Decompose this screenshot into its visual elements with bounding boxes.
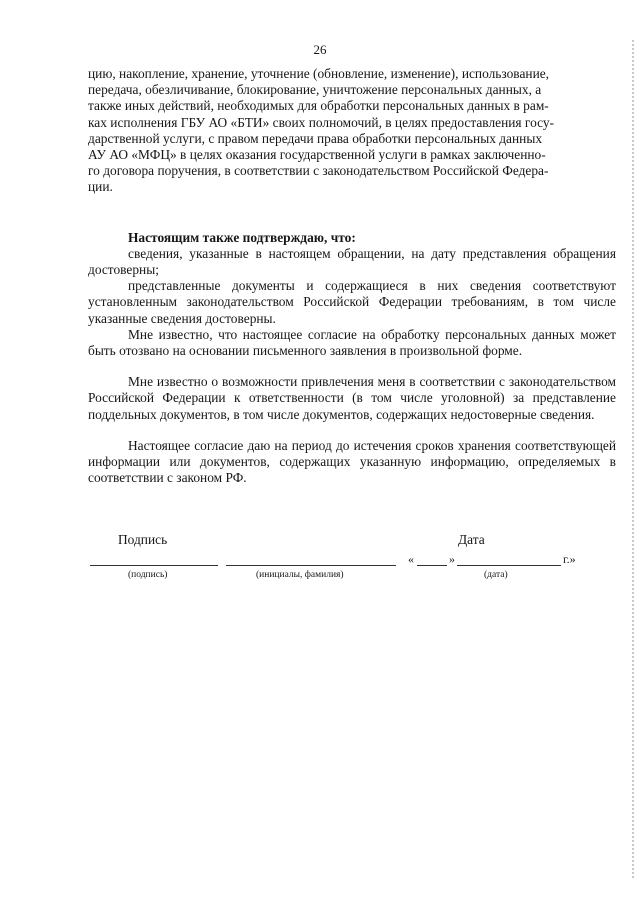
page-number: 26 <box>313 42 327 57</box>
text-line: го договора поручения, в соответствии с законодательством Российской Федера- <box>88 163 549 179</box>
paragraph-consent-period: Настоящее согласие даю на период до истечения сроков хранения соответствующей информации или документов, содержащих указанную информацию, определяемых в соответствии с законом РФ. <box>88 437 616 486</box>
text-line: цию, накопление, хранение, уточнение (обновление, изменение), использование, <box>88 66 550 81</box>
day-line[interactable] <box>417 565 447 566</box>
caption-signature: (подпись) <box>128 570 168 580</box>
text-line: также иных действий, необходимых для обработки персональных данных в рам- <box>88 98 549 114</box>
paragraph-revocation: Мне известно, что настоящее согласие на обработку персональных данных может быть отозвано на основании письменного заявления в произвольной форме. <box>88 326 616 359</box>
text-line: ках исполнения ГБУ АО «БТИ» своих полномочий, в целях предоставления госу- <box>88 114 555 130</box>
signature-line[interactable] <box>90 565 218 566</box>
name-line[interactable] <box>226 565 396 566</box>
date-label: Дата <box>458 532 485 547</box>
text-line: АУ АО «МФЦ» в целях оказания государственной услуги в рамках заключенно- <box>88 147 546 163</box>
paragraph-documents-valid: представленные документы и содержащиеся в них сведения соответствуют установленным законодательством Российской Федерации требованиям, в том числе указанные сведения достоверны. <box>88 278 616 326</box>
scan-edge-divider <box>632 40 634 880</box>
quote-open: « <box>408 552 414 566</box>
caption-date: (дата) <box>484 570 508 580</box>
text-line: дарственной услуги, с правом передачи права обработки персональных данных <box>88 130 543 146</box>
paragraph-data-valid: сведения, указанные в настоящем обращении, на дату представления обращения достоверны; <box>88 245 616 278</box>
month-year-line[interactable] <box>457 565 561 566</box>
caption-name: (инициалы, фамилия) <box>256 570 344 580</box>
confirm-heading: Настоящим также подтверждаю, что: <box>128 229 356 245</box>
consent-text <box>88 66 616 486</box>
paragraph-liability: Мне известно о возможности привлечения меня в соответствии с законодательством Российской Федерации к ответственности (в том числе уголовной) за представление поддельных документов, в том числе документов, содержащих недостоверные сведения. <box>88 374 616 422</box>
text-line: ции. <box>88 179 113 195</box>
text-line: передача, обезличивание, блокирование, уничтожение персональных данных, а <box>88 82 542 98</box>
paragraph-processing <box>88 66 616 196</box>
signature-label: Подпись <box>118 532 168 547</box>
year-suffix: г.» <box>563 552 576 566</box>
quote-close: » <box>449 552 455 566</box>
